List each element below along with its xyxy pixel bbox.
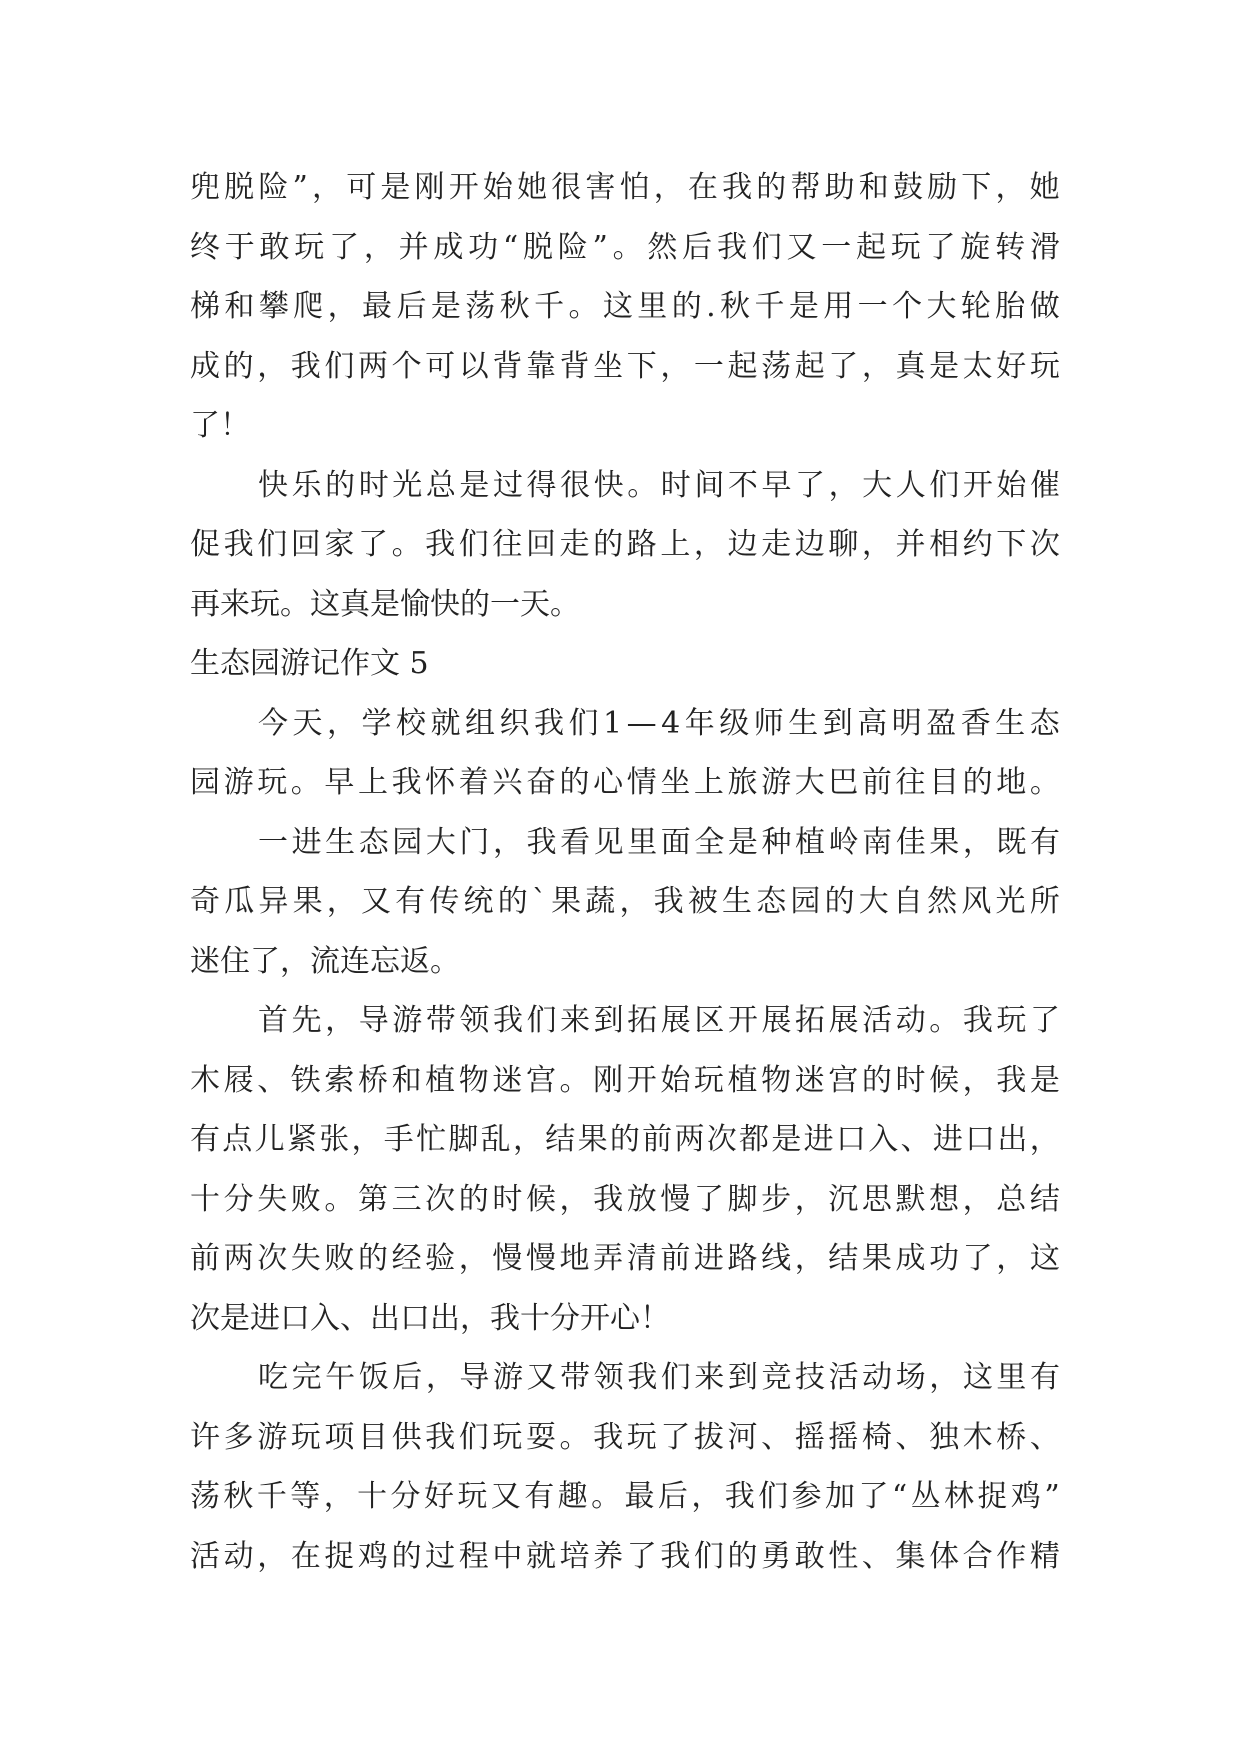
text-line: 促 我 们 回 家 了 。 我 们 往 回 走 的 路 上 ， 边 走 边 聊 ， 并 相 约 下 次 xyxy=(190,527,1060,562)
text-line: 兜 脱 险 ” ， 可 是 刚 开 始 她 很 害 怕 ， 在 我 的 帮 助 和 鼓 励 下 ， 她 xyxy=(190,170,1060,205)
text-line: 许 多 游 玩 项 目 供 我 们 玩 耍 。 我 玩 了 拔 河 、 摇 摇 椅 、 独 木 桥 、 xyxy=(190,1419,1060,1455)
text-line: 一 进 生 态 园 大 门 ， 我 看 见 里 面 全 是 种 植 岭 南 佳 果 ， 既 有 xyxy=(258,824,1060,860)
document-body xyxy=(190,158,1060,1586)
text-line: 前 两 次 失 败 的 经 验 ， 慢 慢 地 弄 清 前 进 路 线 ， 结 果 成 功 了 ， 这 xyxy=(190,1241,1060,1276)
text-line: 活 动 ， 在 捉 鸡 的 过 程 中 就 培 养 了 我 们 的 勇 敢 性 、 集 体 合 作 精 xyxy=(190,1538,1060,1574)
text-line: 成 的 ， 我 们 两 个 可 以 背 靠 背 坐 下 ， 一 起 荡 起 了 ， 真 是 太 好 玩 xyxy=(190,348,1060,384)
text-line: 再来玩。这真是愉快的一天。 xyxy=(190,586,580,622)
section-heading: 生态园游记作文 5 xyxy=(190,646,429,681)
text-line: 迷住了，流连忘返。 xyxy=(190,943,460,979)
text-line: 快 乐 的 时 光 总 是 过 得 很 快 。 时 间 不 早 了 ， 大 人 们 开 始 催 xyxy=(258,467,1060,503)
text-line: 奇 瓜 异 果 ， 又 有 传 统 的 ` 果 蔬 ， 我 被 生 态 园 的 大 自 然 风 光 所 xyxy=(190,884,1060,919)
text-line: 园 游 玩 。 早 上 我 怀 着 兴 奋 的 心 情 坐 上 旅 游 大 巴 前 往 目 的 地 。 xyxy=(190,765,1060,800)
text-line: 十 分 失 败 。 第 三 次 的 时 候 ， 我 放 慢 了 脚 步 ， 沉 思 默 想 ， 总 结 xyxy=(190,1181,1060,1217)
text-line: 荡 秋 千 等 ， 十 分 好 玩 又 有 趣 。 最 后 ， 我 们 参 加 了 “ 丛 林 捉 鸡 ” xyxy=(190,1479,1060,1514)
text-line: 了！ xyxy=(190,408,250,443)
text-line: 今 天 ， 学 校 就 组 织 我 们 1 — 4 年 级 师 生 到 高 明 盈 香 生 态 xyxy=(258,705,1060,741)
text-line: 有 点 儿 紧 张 ， 手 忙 脚 乱 ， 结 果 的 前 两 次 都 是 进 口 入 、 进 口 出 ， xyxy=(190,1122,1060,1157)
text-line: 首 先 ， 导 游 带 领 我 们 来 到 拓 展 区 开 展 拓 展 活 动 。 我 玩 了 xyxy=(258,1003,1060,1038)
text-line: 木 屐 、 铁 索 桥 和 植 物 迷 宫 。 刚 开 始 玩 植 物 迷 宫 的 时 候 ， 我 是 xyxy=(190,1062,1060,1098)
text-line: 次是进口入、出口出，我十分开心！ xyxy=(190,1300,670,1336)
text-line: 终 于 敢 玩 了 ， 并 成 功 “ 脱 险 ” 。 然 后 我 们 又 一 起 玩 了 旋 转 滑 xyxy=(190,229,1060,265)
text-line: 梯 和 攀 爬 ， 最 后 是 荡 秋 千 。 这 里 的 . 秋 千 是 用 一 个 大 轮 胎 做 xyxy=(190,289,1060,324)
text-line: 吃 完 午 饭 后 ， 导 游 又 带 领 我 们 来 到 竞 技 活 动 场 ， 这 里 有 xyxy=(258,1360,1060,1395)
